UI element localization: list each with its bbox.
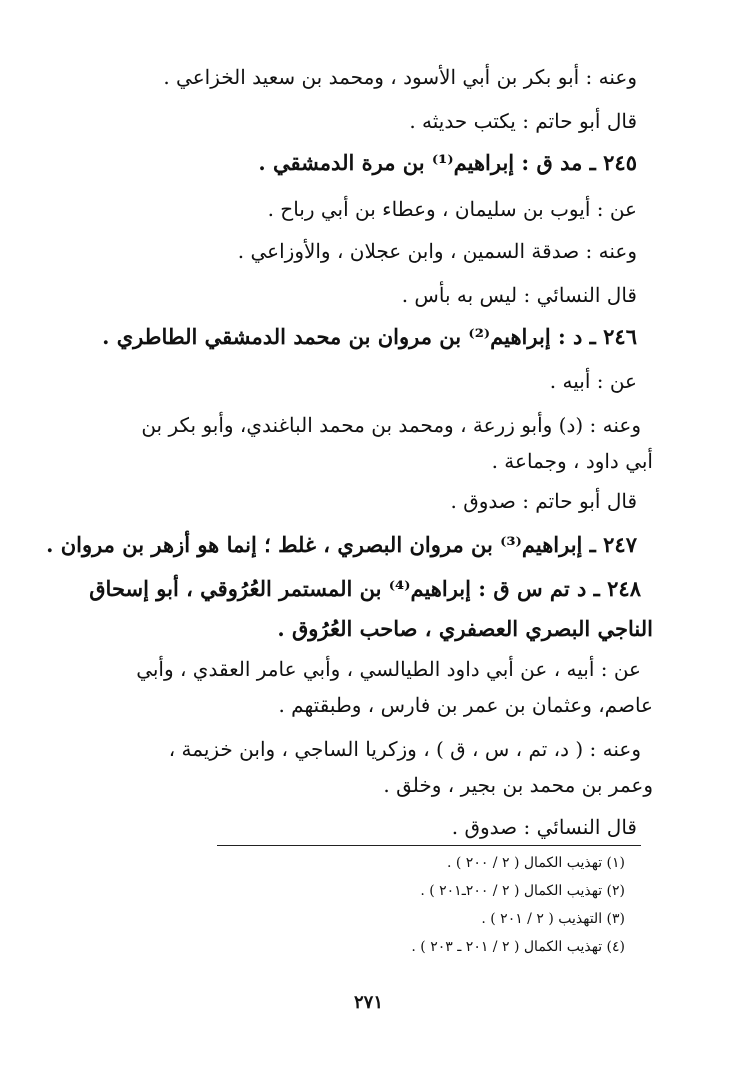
text-line-6: قال النسائي : ليس به بأس .: [401, 283, 637, 307]
text-line-4: عن : أيوب بن سليمان ، وعطاء بن أبي رباح .: [267, 197, 637, 221]
footnote-separator: [217, 845, 641, 846]
text-line-16: عاصم، وعثمان بن عمر بن فارس ، وطبقتهم .: [278, 693, 653, 717]
text-line-1: وعنه : أبو بكر بن أبي الأسود ، ومحمد بن سعيد الخزاعي .: [163, 65, 637, 89]
footnote-2: (٢) تهذيب الكمال ( ٢ / ٢٠٠ـ٢٠١ ) .: [420, 883, 625, 899]
footnote-4: (٤) تهذيب الكمال ( ٢ / ٢٠١ ـ ٢٠٣ ) .: [411, 939, 625, 955]
text-line-17: وعنه : ( د، تم ، س ، ق ) ، وزكريا الساجي ، وابن خزيمة ،: [168, 737, 641, 761]
text-line-10: أبي داود ، وجماعة .: [491, 449, 653, 473]
text-line-19: قال النسائي : صدوق .: [451, 815, 637, 839]
entry-248-heading-cont: الناجي البصري العصفري ، صاحب العُرُوق .: [277, 616, 653, 641]
entry-245-heading: ٢٤٥ ـ مد ق : إبراهيم⁽¹⁾ بن مرة الدمشقي .: [258, 150, 637, 175]
footnote-1: (١) تهذيب الكمال ( ٢ / ٢٠٠ ) .: [446, 855, 625, 871]
text-line-9: وعنه : (د) وأبو زرعة ، ومحمد بن محمد الباغندي، وأبو بكر بن: [141, 413, 641, 437]
text-line-8: عن : أبيه .: [549, 369, 637, 393]
footnote-3: (٣) التهذيب ( ٢ / ٢٠١ ) .: [481, 911, 625, 927]
text-line-15: عن : أبيه ، عن أبي داود الطيالسي ، وأبي عامر العقدي ، وأبي: [136, 657, 641, 681]
entry-247-heading: ٢٤٧ ـ إبراهيم⁽³⁾ بن مروان البصري ، غلط ؛ إنما هو أزهر بن مروان .: [46, 532, 637, 557]
page-number: ٢٧١: [353, 992, 383, 1013]
entry-248-heading: ٢٤٨ ـ د تم س ق : إبراهيم⁽⁴⁾ بن المستمر العُرُوقي ، أبو إسحاق: [89, 576, 641, 601]
text-line-5: وعنه : صدقة السمين ، وابن عجلان ، والأوزاعي .: [237, 239, 637, 263]
entry-246-heading: ٢٤٦ ـ د : إبراهيم⁽²⁾ بن مروان بن محمد الدمشقي الطاطري .: [102, 324, 637, 349]
text-line-2: قال أبو حاتم : يكتب حديثه .: [409, 109, 637, 133]
text-line-11: قال أبو حاتم : صدوق .: [450, 489, 637, 513]
text-line-18: وعمر بن محمد بن بجير ، وخلق .: [383, 773, 653, 797]
